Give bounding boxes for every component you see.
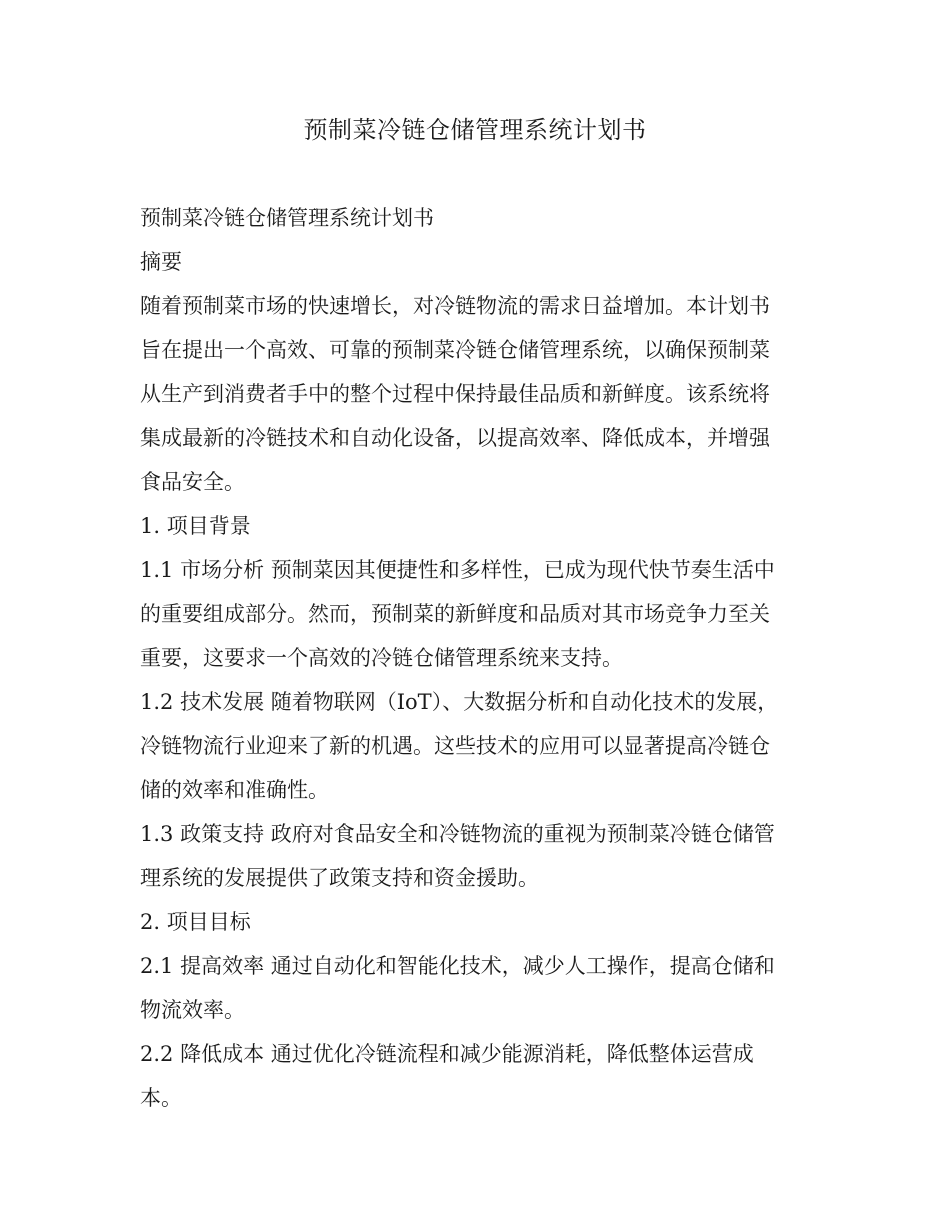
- paragraph-line: 2.1 提高效率 通过自动化和智能化技术，减少人工操作，提高仓储和: [140, 954, 775, 978]
- paragraph-line: 本。: [140, 1086, 182, 1110]
- paragraph-line: 理系统的发展提供了政策支持和资金援助。: [140, 866, 539, 890]
- paragraph-line: 1.1 市场分析 预制菜因其便捷性和多样性，已成为现代快节奏生活中: [140, 558, 775, 582]
- abstract-line: 食品安全。: [140, 470, 245, 494]
- paragraph-line: 1.2 技术发展 随着物联网（IoT）、大数据分析和自动化技术的发展，: [140, 690, 779, 714]
- abstract-line: 从生产到消费者手中的整个过程中保持最佳品质和新鲜度。该系统将: [140, 382, 770, 406]
- paragraph-line: 2.2 降低成本 通过优化冷链流程和减少能源消耗，降低整体运营成: [140, 1042, 754, 1066]
- paragraph-line: 储的效率和准确性。: [140, 778, 329, 802]
- section-heading-goals: 2. 项目目标: [140, 910, 251, 934]
- abstract-line: 随着预制菜市场的快速增长，对冷链物流的需求日益增加。本计划书: [140, 294, 770, 318]
- paragraph-line: 1.3 政策支持 政府对食品安全和冷链物流的重视为预制菜冷链仓储管: [140, 822, 775, 846]
- document-body: [140, 196, 820, 1120]
- paragraph-line: 的重要组成部分。然而，预制菜的新鲜度和品质对其市场竞争力至关: [140, 602, 770, 626]
- heading-repeat-title: 预制菜冷链仓储管理系统计划书: [140, 206, 434, 230]
- heading-abstract: 摘要: [140, 250, 182, 274]
- document-title: 预制菜冷链仓储管理系统计划书: [303, 116, 647, 144]
- paragraph-line: 重要，这要求一个高效的冷链仓储管理系统来支持。: [140, 646, 623, 670]
- abstract-line: 旨在提出一个高效、可靠的预制菜冷链仓储管理系统，以确保预制菜: [140, 338, 770, 362]
- section-heading-background: 1. 项目背景: [140, 514, 251, 538]
- paragraph-line: 物流效率。: [140, 998, 245, 1022]
- paragraph-line: 冷链物流行业迎来了新的机遇。这些技术的应用可以显著提高冷链仓: [140, 734, 770, 758]
- abstract-line: 集成最新的冷链技术和自动化设备，以提高效率、降低成本，并增强: [140, 426, 770, 450]
